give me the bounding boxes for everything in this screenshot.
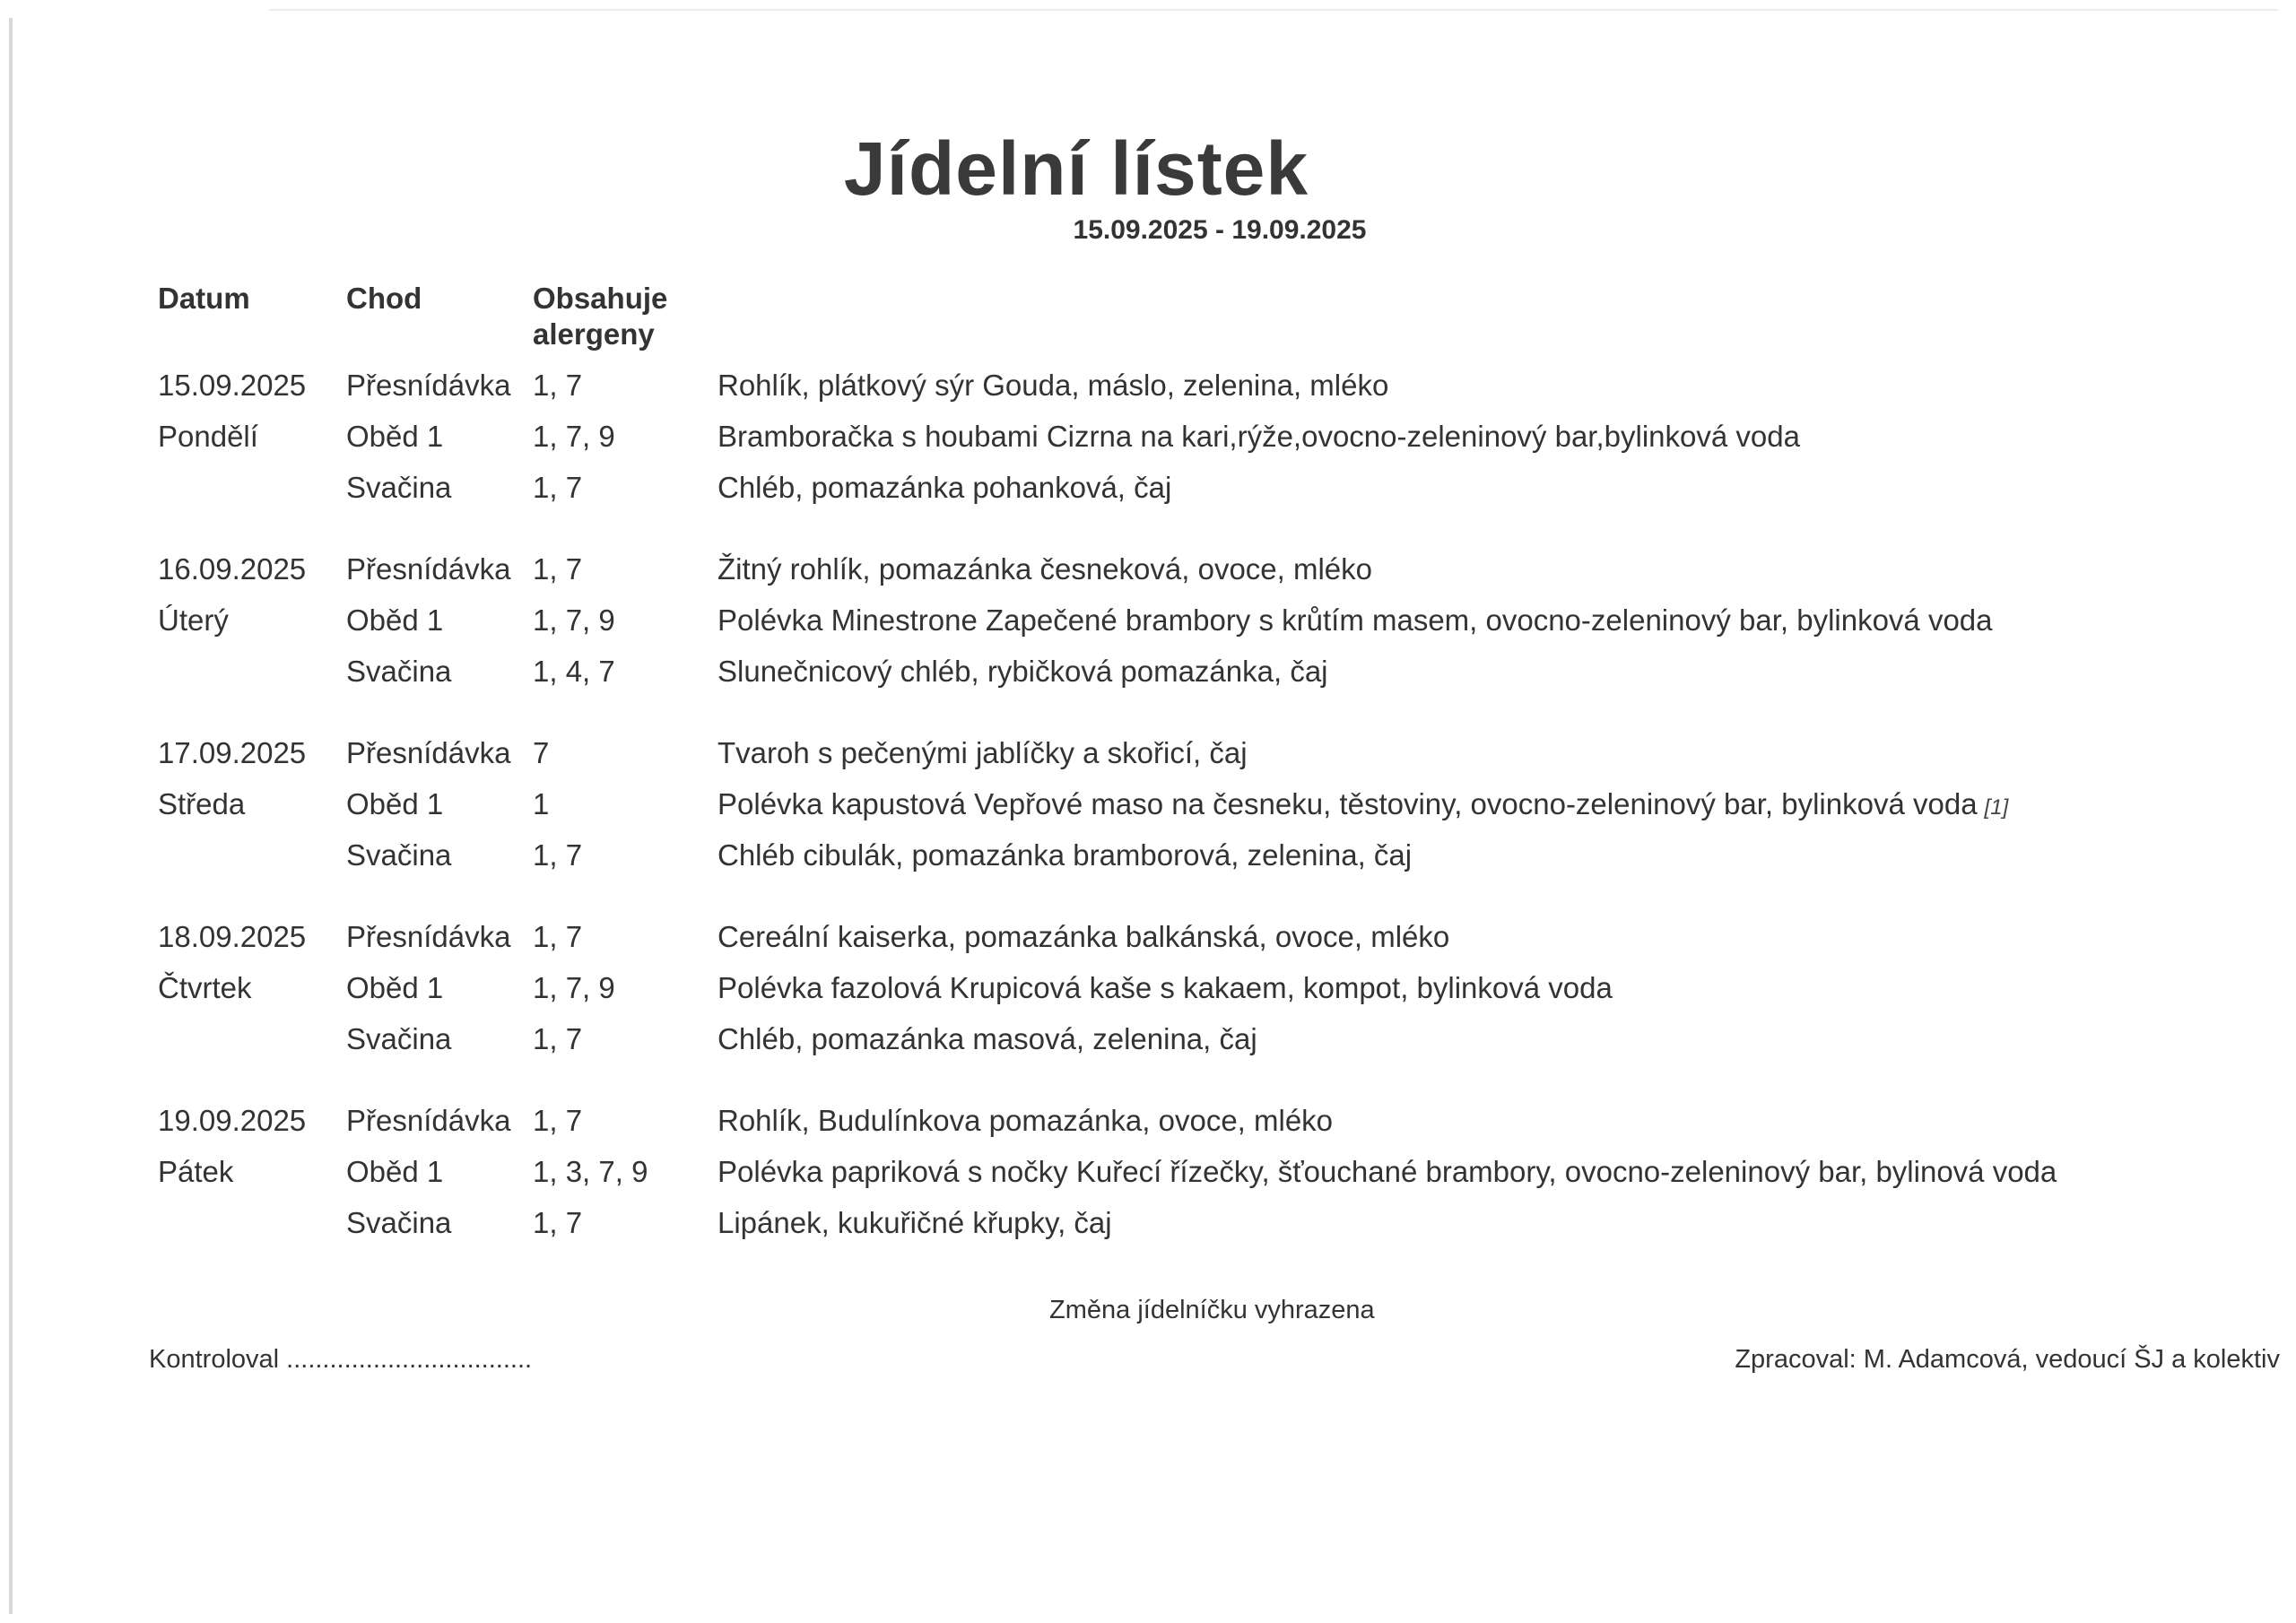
- meal-course: Svačina: [346, 471, 452, 504]
- meal-allergens: 1: [533, 787, 550, 820]
- header-course: Chod: [346, 282, 422, 315]
- meal-menu-text: Tvaroh s pečenými jablíčky a skořicí, čaj: [718, 736, 1248, 769]
- header-allergens-line2: alergeny: [533, 317, 655, 351]
- meal-allergens: 1, 7: [533, 1022, 583, 1055]
- meal-menu: [718, 603, 1993, 638]
- day-date: 16.09.2025: [158, 552, 307, 586]
- meal-course: Oběd 1: [346, 1155, 444, 1188]
- meal-menu-text: Chléb, pomazánka masová, zelenina, čaj: [718, 1022, 1257, 1055]
- day-date: 15.09.2025: [158, 369, 307, 402]
- scan-edge-top: [269, 9, 2278, 11]
- meal-menu-text: Žitný rohlík, pomazánka česneková, ovoce, mléko: [718, 552, 1373, 586]
- meal-menu-text: Slunečnicový chléb, rybičková pomazánka, čaj: [718, 655, 1328, 688]
- meal-allergens: 7: [533, 736, 550, 769]
- meal-allergens: 1, 7, 9: [533, 971, 615, 1004]
- meal-course: Oběd 1: [346, 420, 444, 453]
- meal-menu: [718, 654, 1328, 690]
- date-range-text: 15.09.2025 - 19.09.2025: [1073, 215, 1367, 245]
- meal-menu-text: Polévka papriková s nočky Kuřecí řízečky, šťouchané brambory, ovocno-zeleninový bar, bylinová voda: [718, 1155, 2057, 1188]
- meal-allergens: 1, 7: [533, 920, 583, 953]
- meal-menu-text: Rohlík, plátkový sýr Gouda, máslo, zelenina, mléko: [718, 369, 1389, 402]
- day-weekday: Úterý: [158, 603, 229, 637]
- header-allergens: [533, 281, 667, 352]
- checked-by: Kontroloval ..................................: [149, 1345, 533, 1374]
- meal-allergens: 1, 7, 9: [533, 603, 615, 637]
- meal-menu: [718, 1205, 1112, 1241]
- meal-course: Přesnídávka: [346, 552, 511, 586]
- meal-course: Oběd 1: [346, 971, 444, 1004]
- meal-menu-text: Rohlík, Budulínkova pomazánka, ovoce, mléko: [718, 1104, 1334, 1137]
- meal-course: Přesnídávka: [346, 736, 511, 769]
- change-reserved-note: Změna jídelníčku vyhrazena: [1049, 1296, 1375, 1324]
- scan-edge-left: [9, 18, 13, 1614]
- meal-allergens: 1, 7: [533, 552, 583, 586]
- meal-menu: [718, 1021, 1257, 1057]
- meal-menu: [718, 470, 1171, 506]
- meal-menu-text: Polévka Minestrone Zapečené brambory s krůtím masem, ovocno-zeleninový bar, bylinková voda: [718, 603, 1993, 637]
- meal-menu: [718, 1103, 1333, 1139]
- prepared-by: Zpracoval: M. Adamcová, vedoucí ŠJ a kolektiv: [1735, 1345, 2280, 1374]
- meal-course: Svačina: [346, 838, 452, 872]
- day-date: 19.09.2025: [158, 1104, 307, 1137]
- meal-menu: [718, 970, 1613, 1006]
- meal-menu-text: Polévka kapustová Vepřové maso na česneku, těstoviny, ovocno-zeleninový bar, bylinková voda: [718, 787, 1978, 820]
- meal-course: Oběd 1: [346, 787, 444, 820]
- meal-course: Přesnídávka: [346, 920, 511, 953]
- meal-menu-text: Chléb, pomazánka pohanková, čaj: [718, 471, 1172, 504]
- meal-allergens: 1, 7, 9: [533, 420, 615, 453]
- meal-allergens: 1, 7: [533, 1104, 583, 1137]
- meal-menu: [718, 551, 1372, 587]
- meal-menu-text: Cereální kaiserka, pomazánka balkánská, ovoce, mléko: [718, 920, 1450, 953]
- meal-allergens: 1, 7: [533, 838, 583, 872]
- meal-menu: [718, 735, 1248, 771]
- meal-menu-text: Lipánek, kukuřičné křupky, čaj: [718, 1206, 1112, 1239]
- meal-menu: [718, 419, 1800, 455]
- meal-menu: [718, 786, 2008, 826]
- meal-menu: [718, 838, 1412, 873]
- meal-menu-text: Bramboračka s houbami Cizrna na kari,rýže,ovocno-zeleninový bar,bylinková voda: [718, 420, 1800, 453]
- day-date: 18.09.2025: [158, 920, 307, 953]
- meal-note: [1]: [1984, 795, 2009, 820]
- meal-course: Svačina: [346, 1022, 452, 1055]
- meal-menu: [718, 368, 1388, 404]
- meal-course: Oběd 1: [346, 603, 444, 637]
- title-text: Jídelní lístek: [843, 126, 1309, 211]
- page-title: [0, 126, 2296, 213]
- meal-allergens: 1, 4, 7: [533, 655, 615, 688]
- meal-allergens: 1, 7: [533, 471, 583, 504]
- meal-allergens: 1, 7: [533, 1206, 583, 1239]
- meal-course: Přesnídávka: [346, 369, 511, 402]
- day-weekday: Pondělí: [158, 420, 258, 453]
- day-weekday: Středa: [158, 787, 246, 820]
- header-allergens-line1: Obsahuje: [533, 282, 668, 315]
- meal-allergens: 1, 3, 7, 9: [533, 1155, 648, 1188]
- meal-menu: [718, 919, 1449, 955]
- meal-course: Svačina: [346, 1206, 452, 1239]
- day-weekday: Čtvrtek: [158, 971, 252, 1004]
- meal-menu-text: Chléb cibulák, pomazánka bramborová, zelenina, čaj: [718, 838, 1413, 872]
- day-date: 17.09.2025: [158, 736, 307, 769]
- date-range: [0, 215, 2296, 246]
- meal-menu: [718, 1154, 2057, 1190]
- meal-menu-text: Polévka fazolová Krupicová kaše s kakaem, kompot, bylinková voda: [718, 971, 1613, 1004]
- header-date: Datum: [158, 282, 250, 315]
- meal-course: Svačina: [346, 655, 452, 688]
- meal-allergens: 1, 7: [533, 369, 583, 402]
- day-weekday: Pátek: [158, 1155, 234, 1188]
- meal-course: Přesnídávka: [346, 1104, 511, 1137]
